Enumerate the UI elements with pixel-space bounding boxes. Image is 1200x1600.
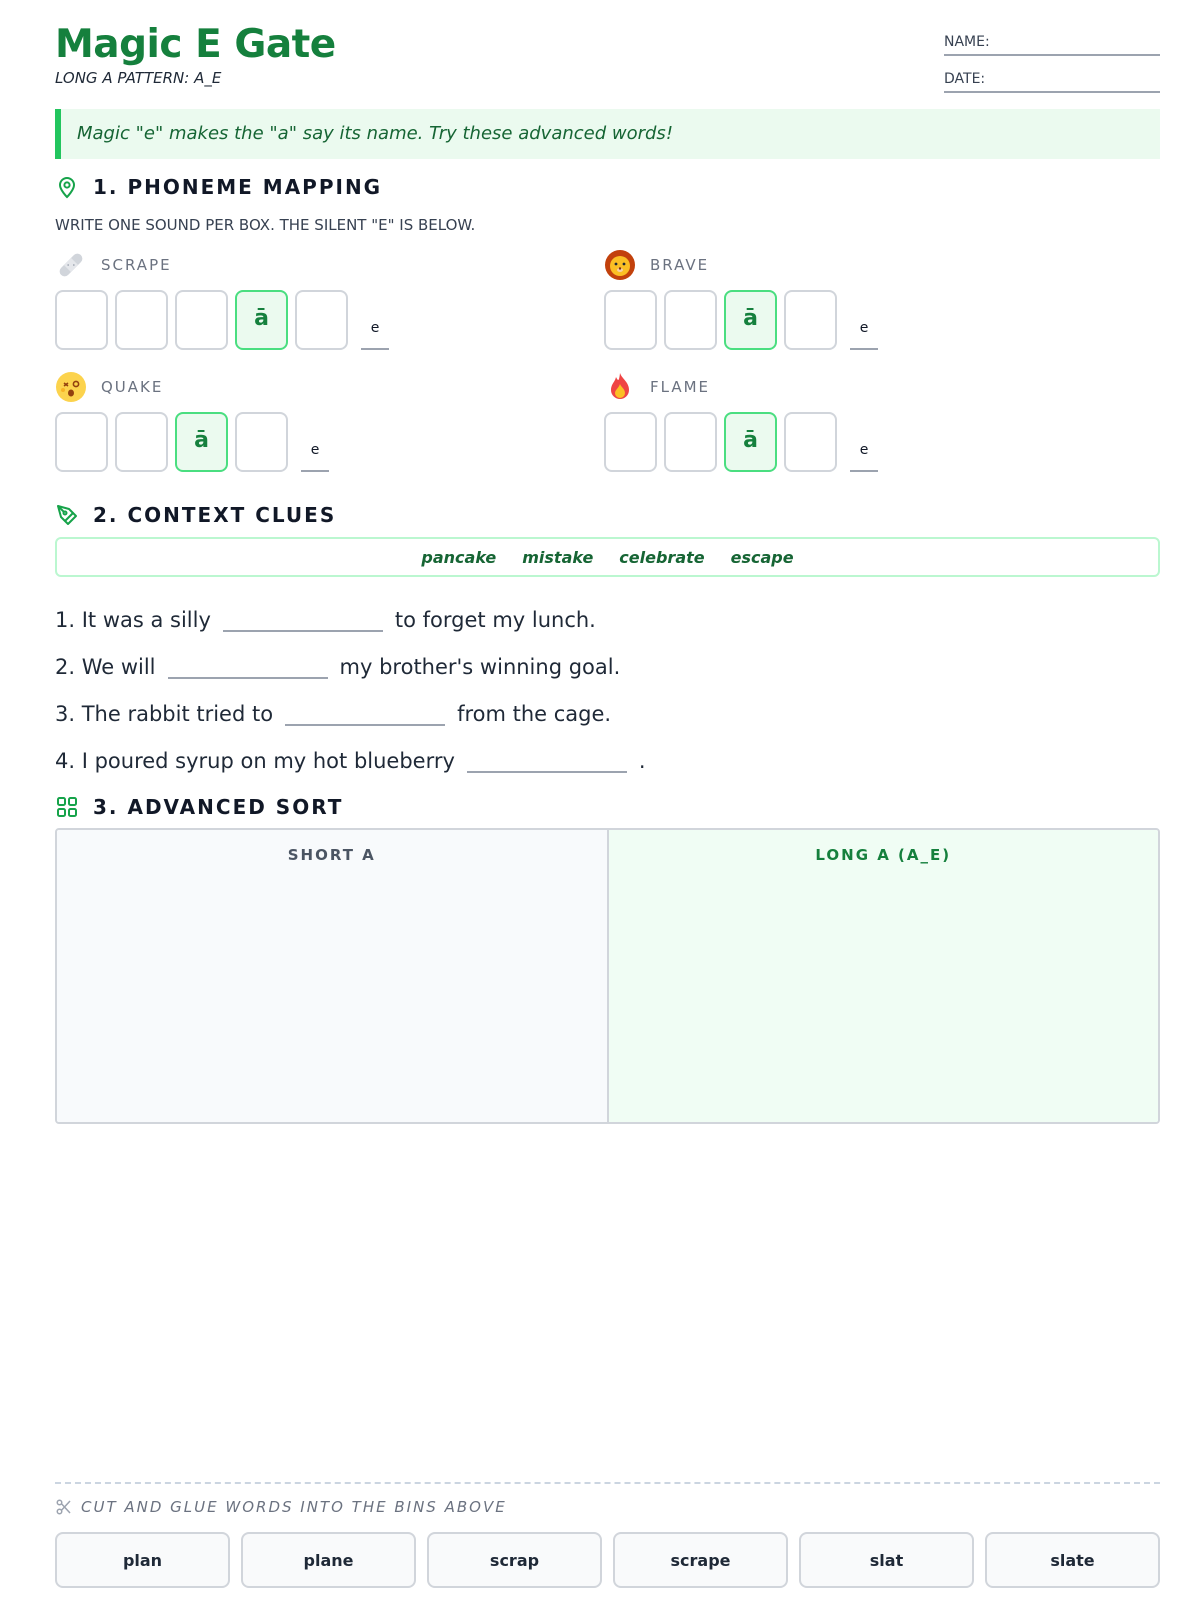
section-context-heading: 2. CONTEXT CLUES xyxy=(55,503,336,527)
name-field[interactable] xyxy=(944,28,1160,56)
phoneme-item-brave xyxy=(604,248,1104,358)
worksheet xyxy=(55,0,1160,1600)
bandage-icon xyxy=(55,249,87,281)
word-card[interactable]: plane xyxy=(241,1532,416,1588)
answer-blank[interactable] xyxy=(467,737,627,773)
bin-long-a[interactable] xyxy=(609,830,1159,1122)
bin-heading: LONG A (A_E) xyxy=(815,846,952,864)
sentence-4: 4. I poured syrup on my hot blueberry . xyxy=(55,737,646,773)
phoneme-item-quake xyxy=(55,370,555,480)
word-bank xyxy=(55,537,1160,577)
sound-box[interactable] xyxy=(784,412,837,472)
sound-box[interactable] xyxy=(55,412,108,472)
sound-box[interactable] xyxy=(115,412,168,472)
cut-instructions: CUT AND GLUE WORDS INTO THE BINS ABOVE xyxy=(55,1498,507,1516)
phoneme-item-flame xyxy=(604,370,1104,480)
sound-box[interactable] xyxy=(55,290,108,350)
word-card[interactable]: slate xyxy=(985,1532,1160,1588)
bin-short-a[interactable] xyxy=(57,830,609,1122)
sentence-1: 1. It was a silly to forget my lunch. xyxy=(55,596,596,632)
answer-blank[interactable] xyxy=(285,690,445,726)
name-label: NAME: xyxy=(944,34,990,50)
silent-e: e xyxy=(850,290,878,350)
fire-icon xyxy=(604,371,636,403)
tip-banner xyxy=(55,109,1160,159)
word-bank-item: pancake xyxy=(421,547,497,567)
phoneme-instructions: WRITE ONE SOUND PER BOX. THE SILENT "E" IS BELOW. xyxy=(55,216,476,234)
bin-heading: SHORT A xyxy=(287,846,376,864)
vowel-box: ā xyxy=(724,290,777,350)
vowel-box: ā xyxy=(235,290,288,350)
sort-bins xyxy=(55,828,1160,1124)
phoneme-word: BRAVE xyxy=(650,256,710,274)
map-pin-icon xyxy=(55,175,79,199)
answer-blank[interactable] xyxy=(168,643,328,679)
sound-box[interactable] xyxy=(664,412,717,472)
phoneme-word: FLAME xyxy=(650,378,711,396)
vowel-box: ā xyxy=(175,412,228,472)
word-bank-item: escape xyxy=(730,547,794,567)
sound-box[interactable] xyxy=(175,290,228,350)
word-card[interactable]: scrap xyxy=(427,1532,602,1588)
sentence-2: 2. We will my brother's winning goal. xyxy=(55,643,620,679)
cut-line xyxy=(55,1482,1160,1484)
date-label: DATE: xyxy=(944,71,986,87)
sound-box[interactable] xyxy=(604,290,657,350)
pen-tool-icon xyxy=(55,503,79,527)
silent-e: e xyxy=(301,412,329,472)
section-sort-heading: 3. ADVANCED SORT xyxy=(55,795,343,819)
page-subtitle: LONG A PATTERN: A_E xyxy=(55,69,222,87)
dizzy-face-icon xyxy=(55,371,87,403)
sound-box[interactable] xyxy=(784,290,837,350)
sound-box[interactable] xyxy=(115,290,168,350)
silent-e: e xyxy=(361,290,389,350)
phoneme-word: QUAKE xyxy=(101,378,164,396)
word-card[interactable]: plan xyxy=(55,1532,230,1588)
grid-icon xyxy=(55,795,79,819)
phoneme-word: SCRAPE xyxy=(101,256,172,274)
date-field[interactable] xyxy=(944,65,1160,93)
scissors-icon xyxy=(55,1498,73,1516)
sound-box[interactable] xyxy=(664,290,717,350)
sentence-3: 3. The rabbit tried to from the cage. xyxy=(55,690,611,726)
lion-icon xyxy=(604,249,636,281)
word-bank-item: celebrate xyxy=(619,547,705,567)
tip-text: Magic "e" makes the "a" say its name. Try these advanced words! xyxy=(77,123,674,144)
word-cards xyxy=(55,1532,1160,1588)
silent-e: e xyxy=(850,412,878,472)
phoneme-item-scrape xyxy=(55,248,555,358)
word-bank-item: mistake xyxy=(522,547,594,567)
page-title: Magic E Gate xyxy=(55,22,336,67)
sound-box[interactable] xyxy=(604,412,657,472)
section-phoneme-heading: 1. PHONEME MAPPING xyxy=(55,175,382,199)
sound-box[interactable] xyxy=(235,412,288,472)
answer-blank[interactable] xyxy=(223,596,383,632)
sound-box[interactable] xyxy=(295,290,348,350)
vowel-box: ā xyxy=(724,412,777,472)
word-card[interactable]: slat xyxy=(799,1532,974,1588)
word-card[interactable]: scrape xyxy=(613,1532,788,1588)
